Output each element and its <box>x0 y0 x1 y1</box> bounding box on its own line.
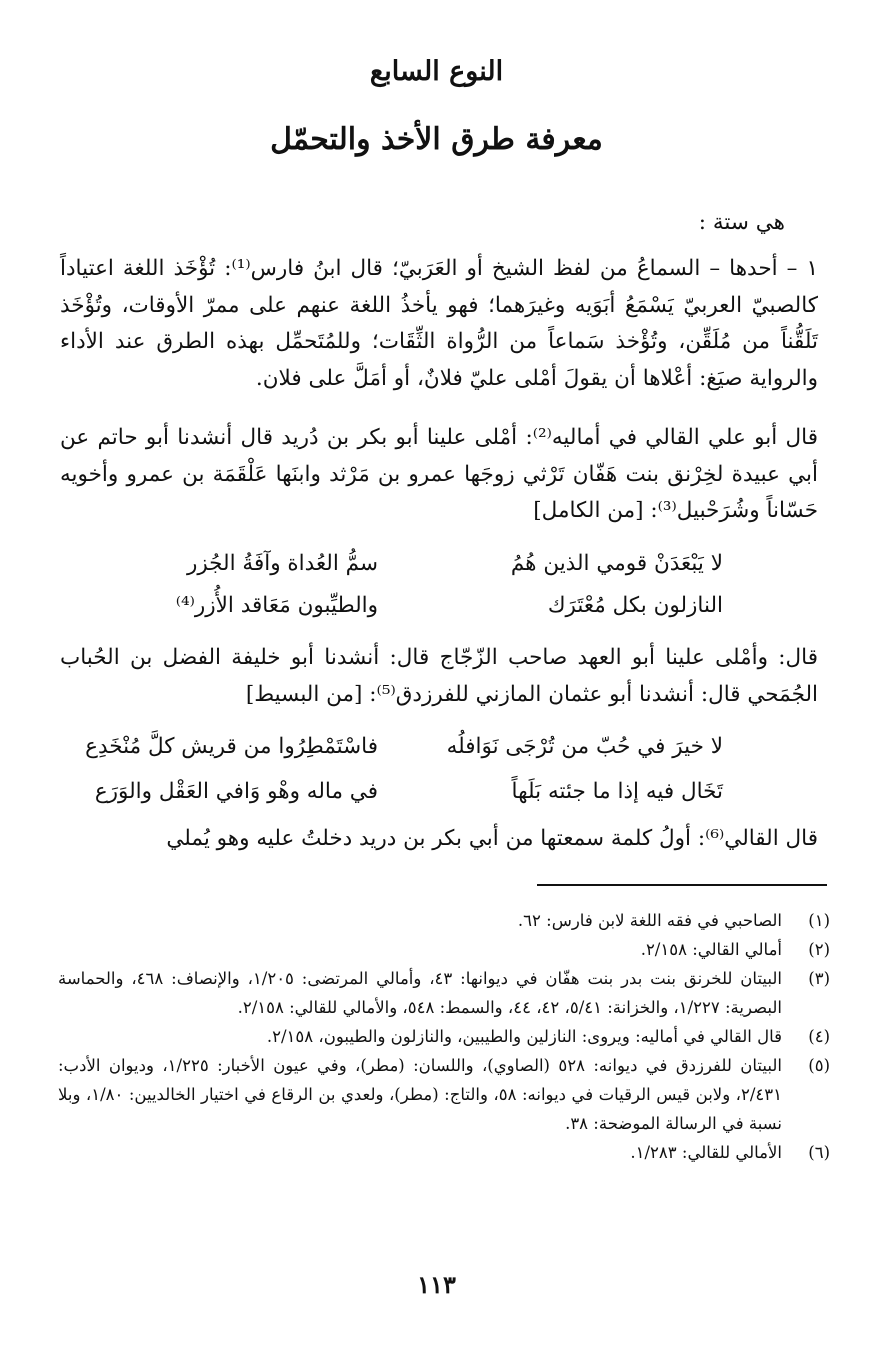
footnote-text: الصاحبي في فقه اللغة لابن فارس: ٦٢. <box>517 911 782 930</box>
footnote-divider <box>537 884 827 886</box>
page-number: ١١٣ <box>417 1270 456 1299</box>
footnote-text: البيتان للفرزدق في ديوانه: ٥٢٨ (الصاوي)، واللسان: (مطر)، وفي عيون الأخبار: ١/٢٢٥، وديوان الأدب: ٢/٤٣١، ولابن قيس الرقيات في ديوانه: ٥٨، والتاج: (مطر)، ولعدي بن الرقاع في اختيار الخالديين: ١/٨٠، وبلا نسبة في الرسالة الموضحة: ٣٨. <box>58 1056 782 1133</box>
footnote-number: (٤) <box>808 1027 830 1046</box>
paragraph-2: قال أبو علي القالي في أماليه⁽²⁾: أمْلى علينا أبو بكر بن دُريد قال أنشدنا أبو حاتم عن أبي عبيدة لخِرْنق بنت هَفّان تَرْثي زوجَها عمرو بن مَرْثد وابنَها عَلْقَمَة بن عمرو وأخويه حَسّاناً وشُرَحْبيل⁽³⁾: [من الكامل] <box>60 425 818 523</box>
footnote-text: الأمالي للقالي: ١/٢٨٣. <box>630 1143 782 1162</box>
footnote-number: (٣) <box>808 969 830 988</box>
intro-line: هي ستة : <box>698 210 785 235</box>
footnote-text: قال القالي في أماليه: ويروى: النازلين والطيبين، والنازلون والطيبون، ٢/١٥٨. <box>266 1027 782 1046</box>
footnote-text: أمالي القالي: ٢/١٥٨. <box>640 940 782 959</box>
footnote-number: (٢) <box>808 940 830 959</box>
paragraph-3: قال: وأمْلى علينا أبو العهد صاحب الزّجّاج قال: أنشدنا أبو خليفة الفضل بن الحُباب الجُمَحي قال: أنشدنا أبو عثمان المازني للفرزدق⁽⁵⁾: [من البسيط] <box>60 645 818 707</box>
footnote-number: (٥) <box>808 1056 830 1075</box>
paragraph-4: قال القالي⁽⁶⁾: أولُ كلمة سمعتها من أبي بكر بن دريد دخلتُ عليه وهو يُملي <box>166 826 818 851</box>
footnote-item <box>58 906 830 935</box>
footnote-number: (١) <box>808 911 830 930</box>
paragraph-1: ١ – أحدها – السماعُ من لفظ الشيخ أو العَرَبيّ؛ قال ابنُ فارس⁽¹⁾: تُؤْخَذ اللغة اعتياداً كالصبيّ العربيّ يَسْمَعُ أبَوَيه وغيرَهما؛ فهو يأخذُ اللغة عنهم على ممرّ الأوقات، وتُؤْخَذ تَلَقُّناً من مُلَقِّن، وتُؤْخذ سَماعاً من الرُّواة الثِّقَات؛ وللمُتَحمِّل بهذه الطرق عند الأداء والرواية صيَغ: أعْلاها أن يقولَ أمْلى عليّ فلانٌ، أو أمَلَّ على فلان. <box>60 256 818 391</box>
poem1-verse2-second: والطيِّبون مَعَاقد الأُزر⁽⁴⁾ <box>175 593 378 618</box>
poem1-verse1-first: لا يَبْعَدَنْ قومي الذين هُمُ <box>510 551 723 576</box>
footnotes-list <box>58 906 830 1167</box>
poem2-verse2-first: تَخَال فيه إذا ما جئته بَلَهاً <box>511 779 723 804</box>
footnote-text: البيتان للخرنق بنت بدر بنت هفّان في ديوانها: ٤٣، وأمالي المرتضى: ١/٢٠٥، والإنصاف: ٤٦٨، والحماسة البصرية: ١/٢٢٧، والخزانة: ٥/٤١، ٤٢، ٤٤، والسمط: ٥٤٨، والأمالي للقالي: ٢/١٥٨. <box>58 969 782 1017</box>
footnote-item <box>58 1138 830 1167</box>
footnote-item <box>58 1022 830 1051</box>
poem2-verse1-first: لا خيرَ في حُبّ من تُرْجَى نَوَافلُه <box>446 734 723 759</box>
poem2-verse2-second: في ماله وهْو وَافي العَقْل والوَرَع <box>94 779 378 804</box>
chapter-heading: النوع السابع <box>369 56 504 87</box>
footnote-item <box>58 964 830 1022</box>
footnote-item <box>58 935 830 964</box>
section-title: معرفة طرق الأخذ والتحمّل <box>270 122 603 157</box>
poem2-verse1-second: فاسْتَمْطِرُوا من قريش كلَّ مُنْخَدِع <box>85 734 378 759</box>
footnote-number: (٦) <box>808 1143 830 1162</box>
poem1-verse2-first: النازلون بكل مُعْتَرَك <box>547 593 723 618</box>
footnote-item <box>58 1051 830 1138</box>
poem1-verse1-second: سمُّ العُداة وآفَةُ الجُزر <box>186 551 378 576</box>
